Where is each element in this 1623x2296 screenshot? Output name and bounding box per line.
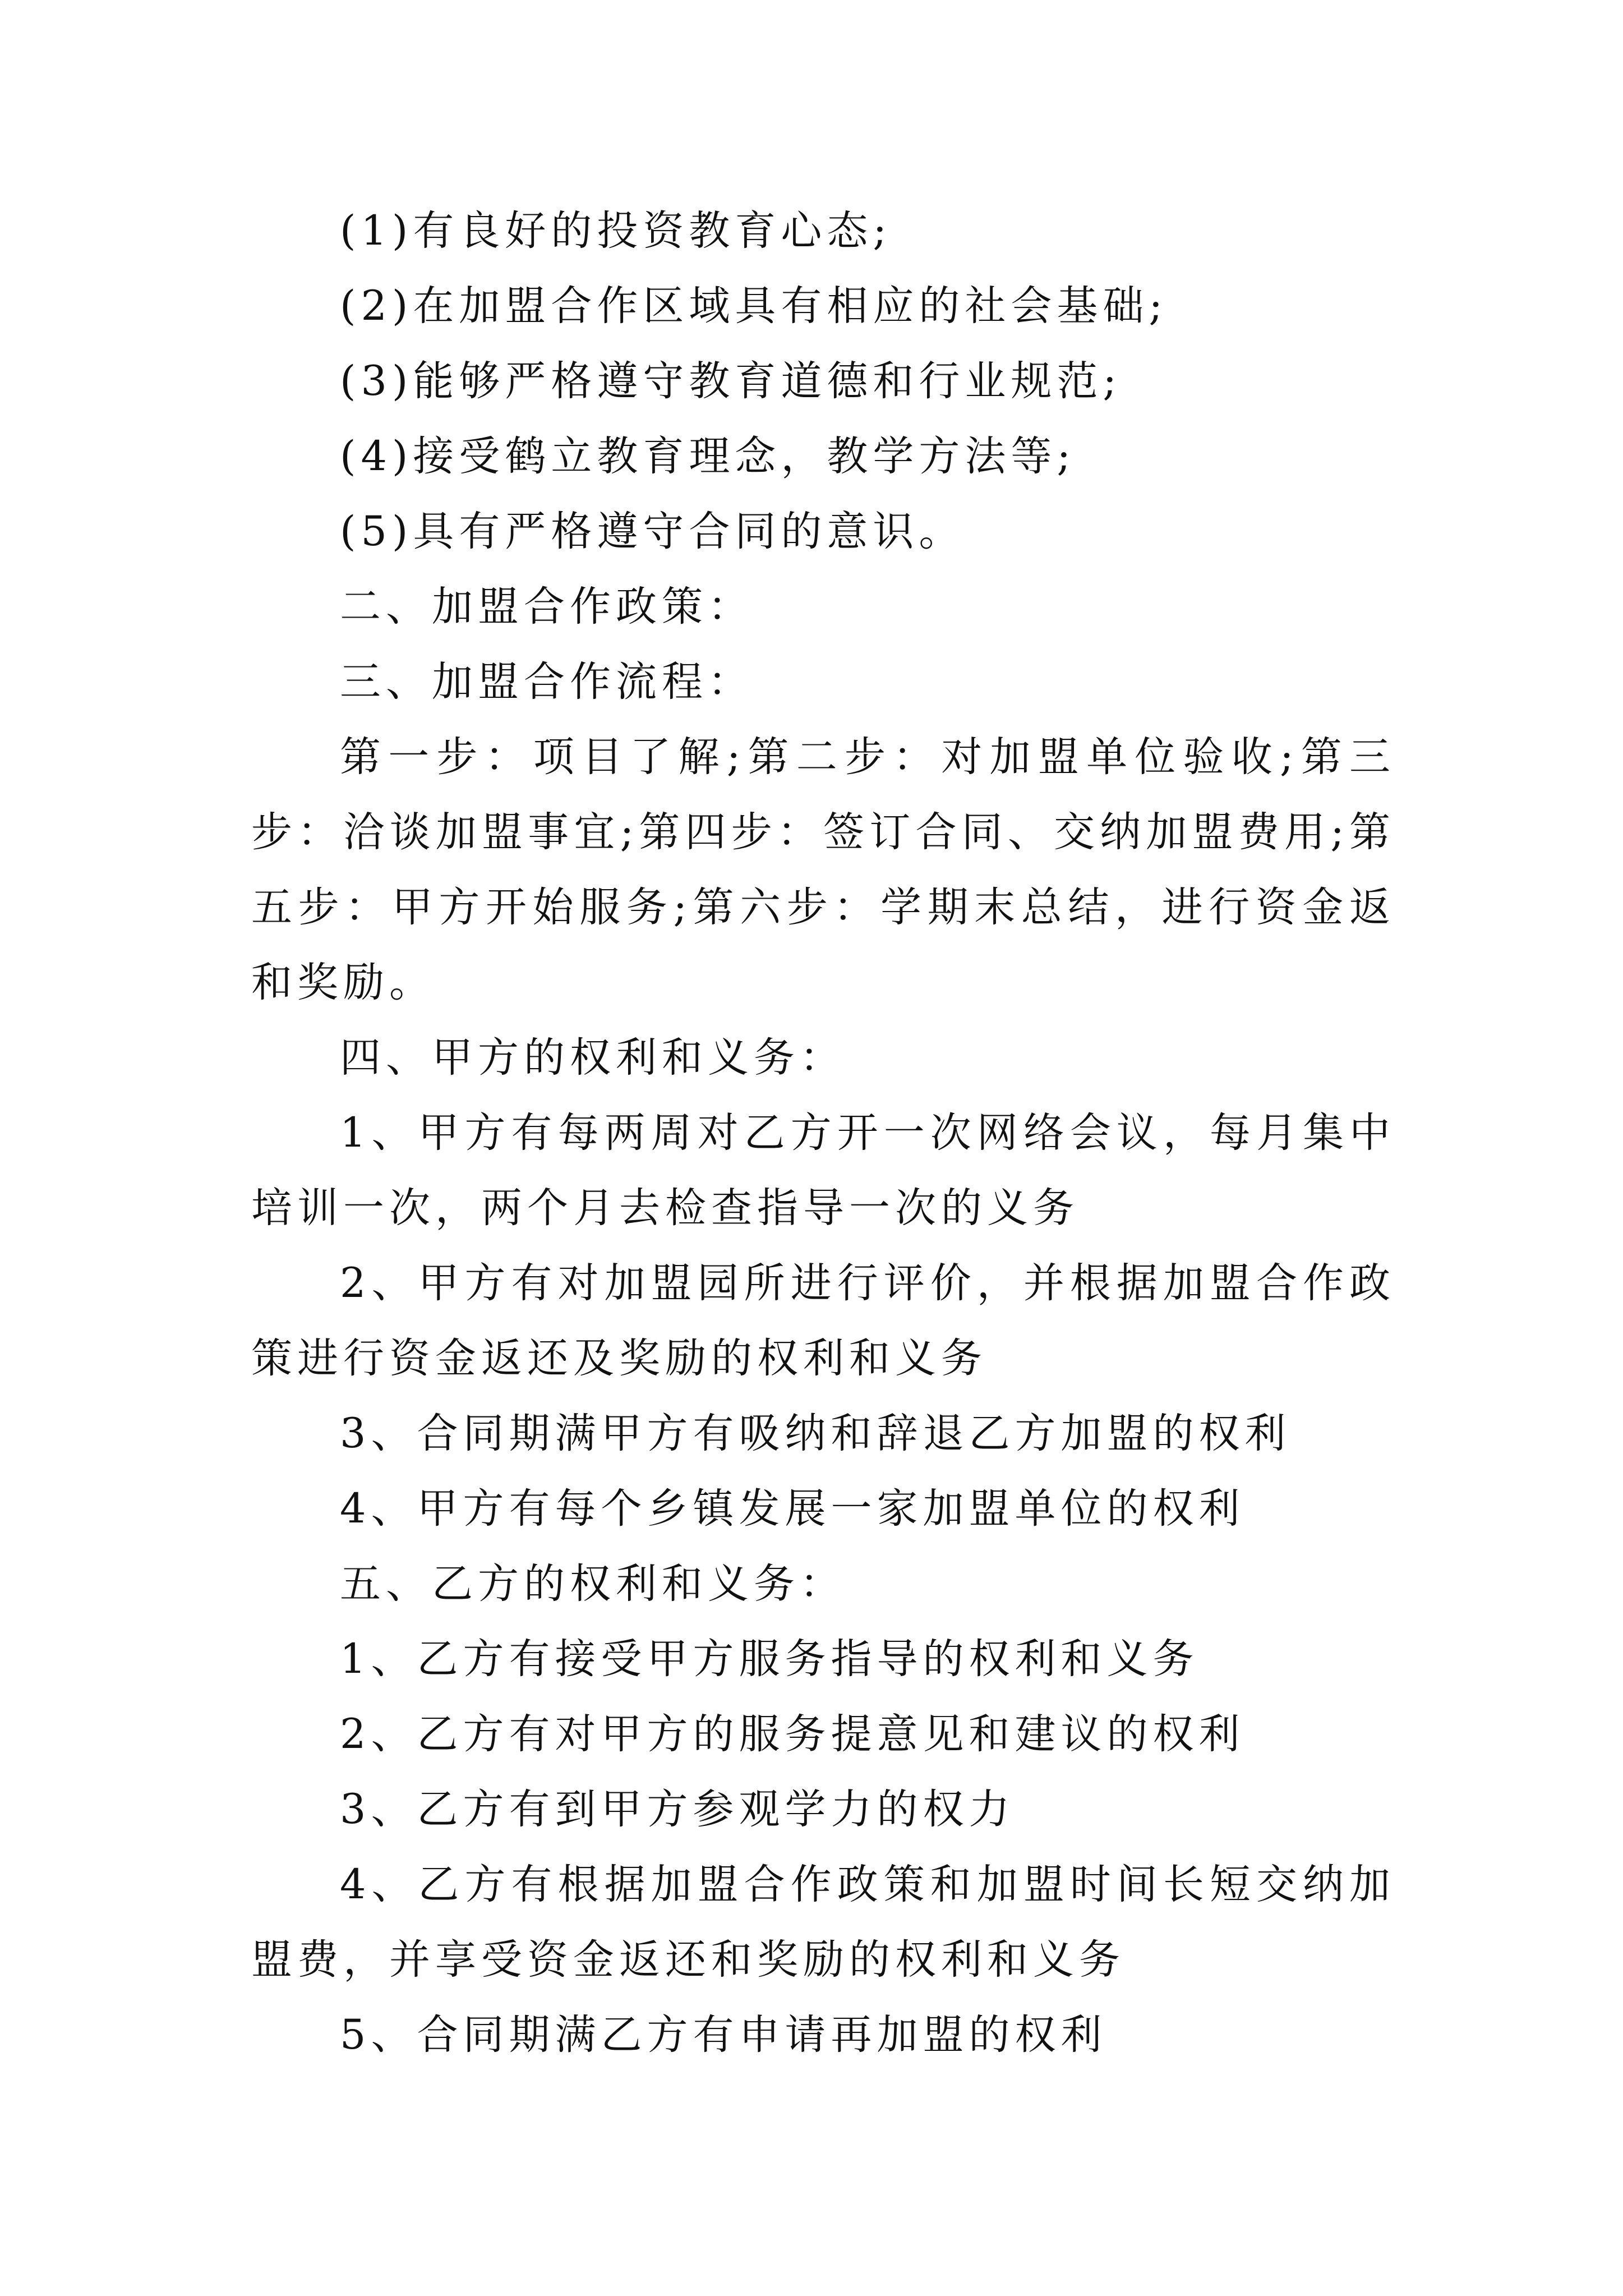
requirement-3: (3)能够严格遵守教育道德和行业规范; [340,357,1122,405]
party-b-item-2: 2、乙方有对甲方的服务提意见和建议的权利 [340,1710,1245,1758]
section-heading-process: 三、加盟合作流程： [340,658,754,706]
party-b-item-5: 5、合同期满乙方有申请再加盟的权利 [340,2011,1107,2059]
party-a-item-3: 3、合同期满甲方有吸纳和辞退乙方加盟的权利 [340,1410,1291,1457]
requirement-2: (2)在加盟合作区域具有相应的社会基础; [340,282,1168,330]
party-b-item-1: 1、乙方有接受甲方服务指导的权利和义务 [340,1635,1199,1683]
process-steps: 第一步：项目了解;第二步：对加盟单位验收;第三步：洽谈加盟事宜;第四步：签订合同、交纳加盟费用;第五步：甲方开始服务;第六步：学期末总结，进行资金返和奖励。 [251,733,1395,1006]
section-heading-party-b: 五、乙方的权利和义务： [340,1560,846,1608]
requirement-5: (5)具有严格遵守合同的意识。 [340,508,965,555]
party-b-item-3: 3、乙方有到甲方参观学力的权力 [340,1786,1015,1833]
party-a-item-1: 1、甲方有每两周对乙方开一次网络会议，每月集中培训一次，两个月去检查指导一次的义务 [251,1109,1395,1232]
section-heading-policy: 二、加盟合作政策： [340,583,754,631]
party-a-item-4: 4、甲方有每个乡镇发展一家加盟单位的权利 [340,1485,1245,1533]
party-b-item-4: 4、乙方有根据加盟合作政策和加盟时间长短交纳加盟费，并享受资金返还和奖励的权利和义务 [251,1861,1395,1984]
party-a-item-2: 2、甲方有对加盟园所进行评价，并根据加盟合作政策进行资金返还及奖励的权利和义务 [251,1259,1395,1382]
requirement-4: (4)接受鹤立教育理念，教学方法等; [340,432,1076,480]
document-body [251,194,1395,2073]
requirement-1: (1)有良好的投资教育心态; [340,207,892,255]
section-heading-party-a: 四、甲方的权利和义务： [340,1034,846,1082]
